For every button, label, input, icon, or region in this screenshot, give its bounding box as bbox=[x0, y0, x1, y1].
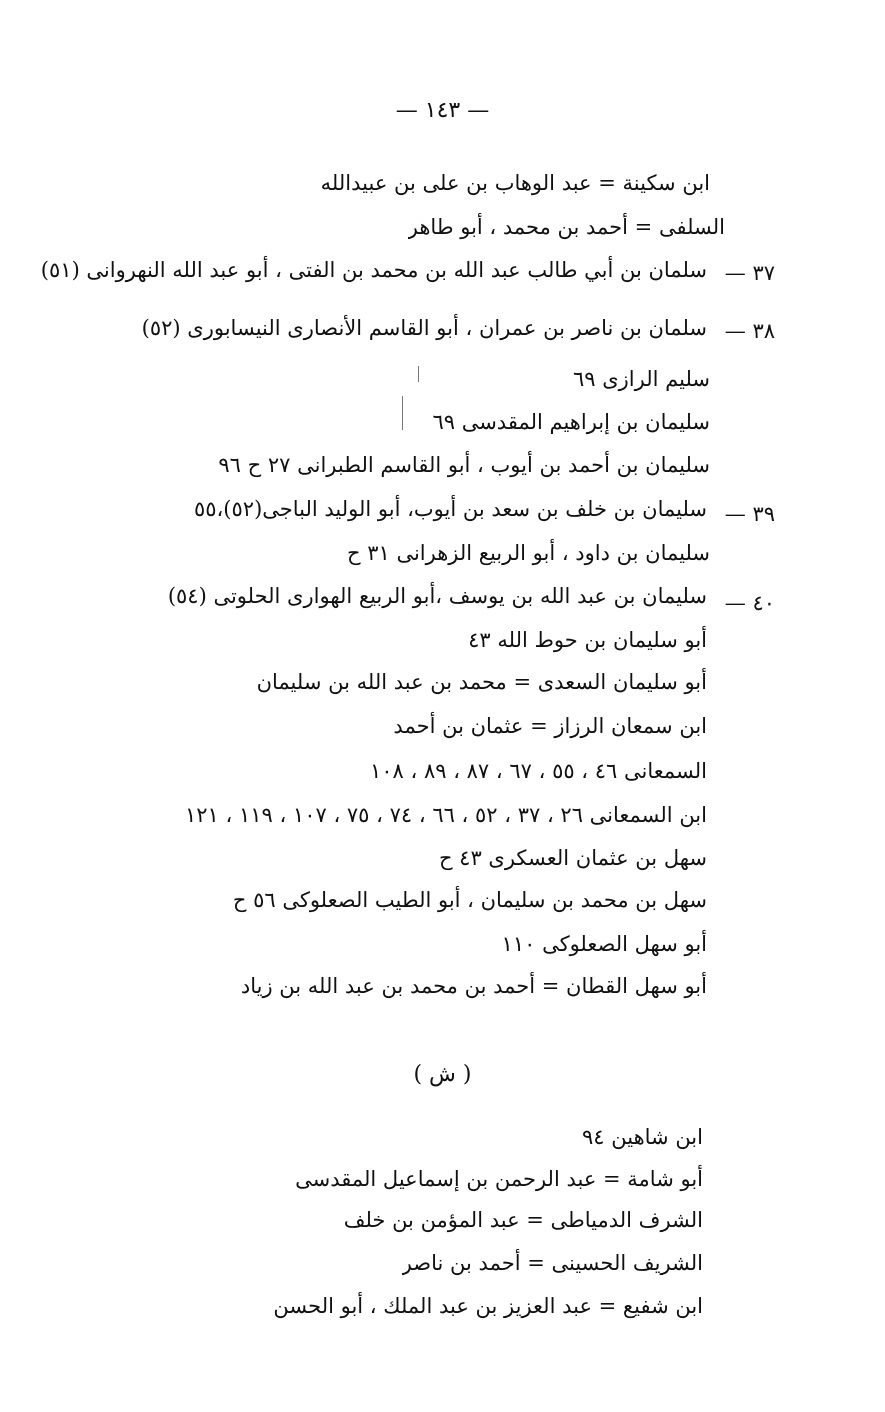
index-entry: سليم الرازى ٦٩ bbox=[572, 367, 710, 391]
index-entry: سليمان بن داود ، أبو الربيع الزهرانى ٣١ ح bbox=[346, 541, 710, 565]
scan-mark bbox=[402, 396, 403, 430]
index-entry: السلفى = أحمد بن محمد ، أبو طاهر bbox=[407, 215, 725, 239]
scan-mark bbox=[418, 366, 419, 382]
index-entry: الشريف الحسينى = أحمد بن ناصر bbox=[401, 1251, 703, 1275]
index-entry: سليمان بن عبد الله بن يوسف ،أبو الربيع الهوارى الحلوتى (٥٤) bbox=[167, 584, 707, 608]
index-entry: سلمان بن ناصر بن عمران ، أبو القاسم الأنصارى النيسابورى (٥٢) bbox=[141, 316, 707, 340]
index-entry: سهل بن عثمان العسكرى ٤٣ ح bbox=[438, 846, 707, 870]
section-heading: ( ش ) bbox=[413, 1062, 472, 1087]
index-entry: أبو سهل الصعلوكى ١١٠ bbox=[501, 932, 707, 956]
index-entry: السمعانى ٤٦ ، ٥٥ ، ٦٧ ، ٨٧ ، ٨٩ ، ١٠٨ bbox=[369, 759, 707, 783]
index-entry: أبو سهل القطان = أحمد بن محمد بن عبد الله بن زياد bbox=[240, 974, 707, 998]
index-entry: ابن سكينة = عبد الوهاب بن على بن عبيدالله bbox=[320, 171, 710, 195]
index-entry: سليمان بن خلف بن سعد بن أيوب، أبو الوليد الباجى(٥٢)،٥٥ bbox=[193, 497, 707, 521]
index-entry: سهل بن محمد بن سليمان ، أبو الطيب الصعلوكى ٥٦ ح bbox=[232, 888, 707, 912]
index-entry: سليمان بن أحمد بن أيوب ، أبو القاسم الطبرانى ٢٧ ح ٩٦ bbox=[218, 453, 710, 477]
index-entry: ابن شاهين ٩٤ bbox=[582, 1125, 703, 1149]
index-entry: ابن شفيع = عبد العزيز بن عبد الملك ، أبو الحسن bbox=[273, 1294, 703, 1318]
entry-number: ٣٧ — bbox=[724, 261, 775, 285]
entry-number: ٤٠ — bbox=[724, 591, 775, 615]
index-entry: ابن سمعان الرزاز = عثمان بن أحمد bbox=[393, 714, 707, 738]
entry-number: ٣٩ — bbox=[724, 502, 775, 526]
entry-number: ٣٨ — bbox=[724, 319, 775, 343]
index-entry: ابن السمعانى ٢٦ ، ٣٧ ، ٥٢ ، ٦٦ ، ٧٤ ، ٧٥ ، ١٠٧ ، ١١٩ ، ١٢١ bbox=[184, 803, 707, 827]
index-entry: سلمان بن أبي طالب عبد الله بن محمد بن الفتى ، أبو عبد الله النهروانى (٥١) bbox=[40, 258, 707, 282]
page-number: — ١٤٣ — bbox=[395, 98, 490, 123]
index-entry: أبو شامة = عبد الرحمن بن إسماعيل المقدسى bbox=[295, 1167, 703, 1191]
index-entry: سليمان بن إبراهيم المقدسى ٦٩ bbox=[432, 410, 710, 434]
index-entry: أبو سليمان السعدى = محمد بن عبد الله بن سليمان bbox=[256, 670, 707, 694]
index-entry: الشرف الدمياطى = عبد المؤمن بن خلف bbox=[343, 1208, 703, 1232]
index-entry: أبو سليمان بن حوط الله ٤٣ bbox=[468, 628, 707, 652]
